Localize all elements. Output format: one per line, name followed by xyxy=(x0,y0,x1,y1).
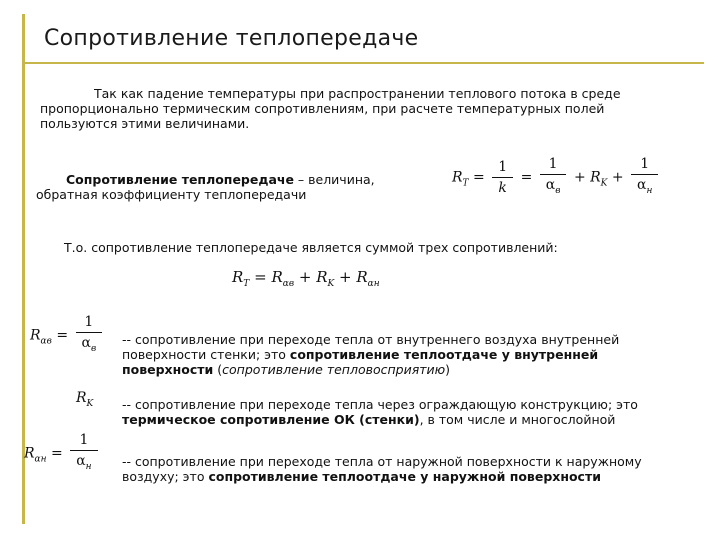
formula-subscript: н xyxy=(373,279,380,289)
item-text: ) xyxy=(445,362,451,377)
item-italic-term: сопротивление тепловосприятию xyxy=(222,362,446,377)
formula-operator: = xyxy=(473,169,485,186)
formula-subscript: н xyxy=(40,454,47,465)
fraction-numerator: 1 xyxy=(548,156,558,172)
formula-r-alpha-v xyxy=(30,312,105,359)
frame-horizontal-line xyxy=(22,62,704,64)
item-bold-term: термическое сопротивление ОК (стенки) xyxy=(122,412,420,427)
formula-symbol: R xyxy=(271,268,283,286)
item-bold-term: сопротивление теплоотдаче у наружной поверхности xyxy=(208,469,601,484)
slide-title: Сопротивление теплопередаче xyxy=(44,26,419,51)
fraction-numerator: 1 xyxy=(84,314,94,330)
formula-operator: + xyxy=(611,169,624,186)
formula-operator: + xyxy=(339,268,357,286)
formula-operator: = xyxy=(51,445,68,462)
item-text: -- сопротивление при переходе тепла от внутреннего воздуха внутренней поверхности стенки; это xyxy=(122,332,620,362)
formula-symbol: α xyxy=(34,454,41,465)
formula-operator: = xyxy=(520,169,533,186)
formula-subscript: н xyxy=(85,462,92,472)
fraction-numerator: 1 xyxy=(498,159,508,175)
item-text: -- сопротивление при переходе тепла через ограждающую конструкцию; это xyxy=(122,397,638,412)
formula-symbol: R xyxy=(232,268,244,286)
intro-paragraph: Так как падение температуры при распространении теплового потока в среде пропорционально термическим сопротивлениям, при расчете температурных полей пользуются этими величинами. xyxy=(40,86,621,131)
formula-symbol: R xyxy=(452,169,463,186)
item-outer-resistance xyxy=(122,454,697,484)
formula-symbol: R xyxy=(30,327,41,344)
fraction-denominator: k xyxy=(492,177,512,198)
item-text: -- сопротивление при переходе тепла от наружной поверхности к наружному воздуху; это xyxy=(122,454,642,484)
item-text: ( xyxy=(213,362,223,377)
formula-subscript: T xyxy=(243,279,250,289)
formula-subscript: в xyxy=(555,186,561,196)
fraction xyxy=(631,154,658,201)
formula-subscript: н xyxy=(646,186,653,196)
formula-operator: = xyxy=(56,327,73,344)
formula-r-alpha-n xyxy=(24,430,101,477)
formula-symbol: R xyxy=(24,445,35,462)
formula-symbol: α xyxy=(282,279,289,289)
formula-rt-definition xyxy=(452,154,661,201)
formula-subscript: K xyxy=(86,399,94,409)
fraction xyxy=(540,154,567,201)
formula-subscript: в xyxy=(46,336,52,347)
formula-subscript: в xyxy=(288,279,295,289)
formula-symbol: R xyxy=(76,390,87,406)
definition-rest: – величина, обратная коэффициенту теплопередачи xyxy=(36,172,375,202)
fraction xyxy=(70,430,97,477)
fraction xyxy=(76,312,103,359)
item-text: , в том числе и многослойной xyxy=(419,412,616,427)
formula-symbol: R xyxy=(356,268,368,286)
formula-symbol: α xyxy=(637,177,647,193)
item-wall-resistance xyxy=(122,397,692,427)
formula-subscript: в xyxy=(90,344,97,354)
formula-symbol: R xyxy=(590,169,601,186)
formula-symbol: α xyxy=(367,279,374,289)
formula-operator: = xyxy=(254,268,272,286)
item-inner-resistance xyxy=(122,332,682,377)
fraction-numerator: 1 xyxy=(79,432,89,448)
formula-subscript: K xyxy=(600,178,608,189)
item-bold-term: сопротивление теплоотдаче у внутренней поверхности xyxy=(122,347,599,377)
formula-symbol: α xyxy=(76,453,86,469)
formula-symbol: α xyxy=(81,335,91,351)
formula-symbol: R xyxy=(316,268,328,286)
formula-operator: + xyxy=(298,268,317,286)
fraction-numerator: 1 xyxy=(640,156,650,172)
definition-term: Сопротивление теплопередаче xyxy=(66,172,294,187)
fraction xyxy=(492,157,513,198)
formula-subscript: T xyxy=(462,178,469,189)
definition-text xyxy=(36,172,426,202)
formula-rt-sum xyxy=(232,268,380,289)
formula-symbol: α xyxy=(40,336,47,347)
formula-operator: + xyxy=(573,169,586,186)
sum-sentence: Т.о. сопротивление теплопередаче является суммой трех сопротивлений: xyxy=(64,240,558,255)
formula-symbol: α xyxy=(545,177,556,193)
formula-r-k xyxy=(76,390,93,409)
formula-subscript: K xyxy=(327,279,335,289)
